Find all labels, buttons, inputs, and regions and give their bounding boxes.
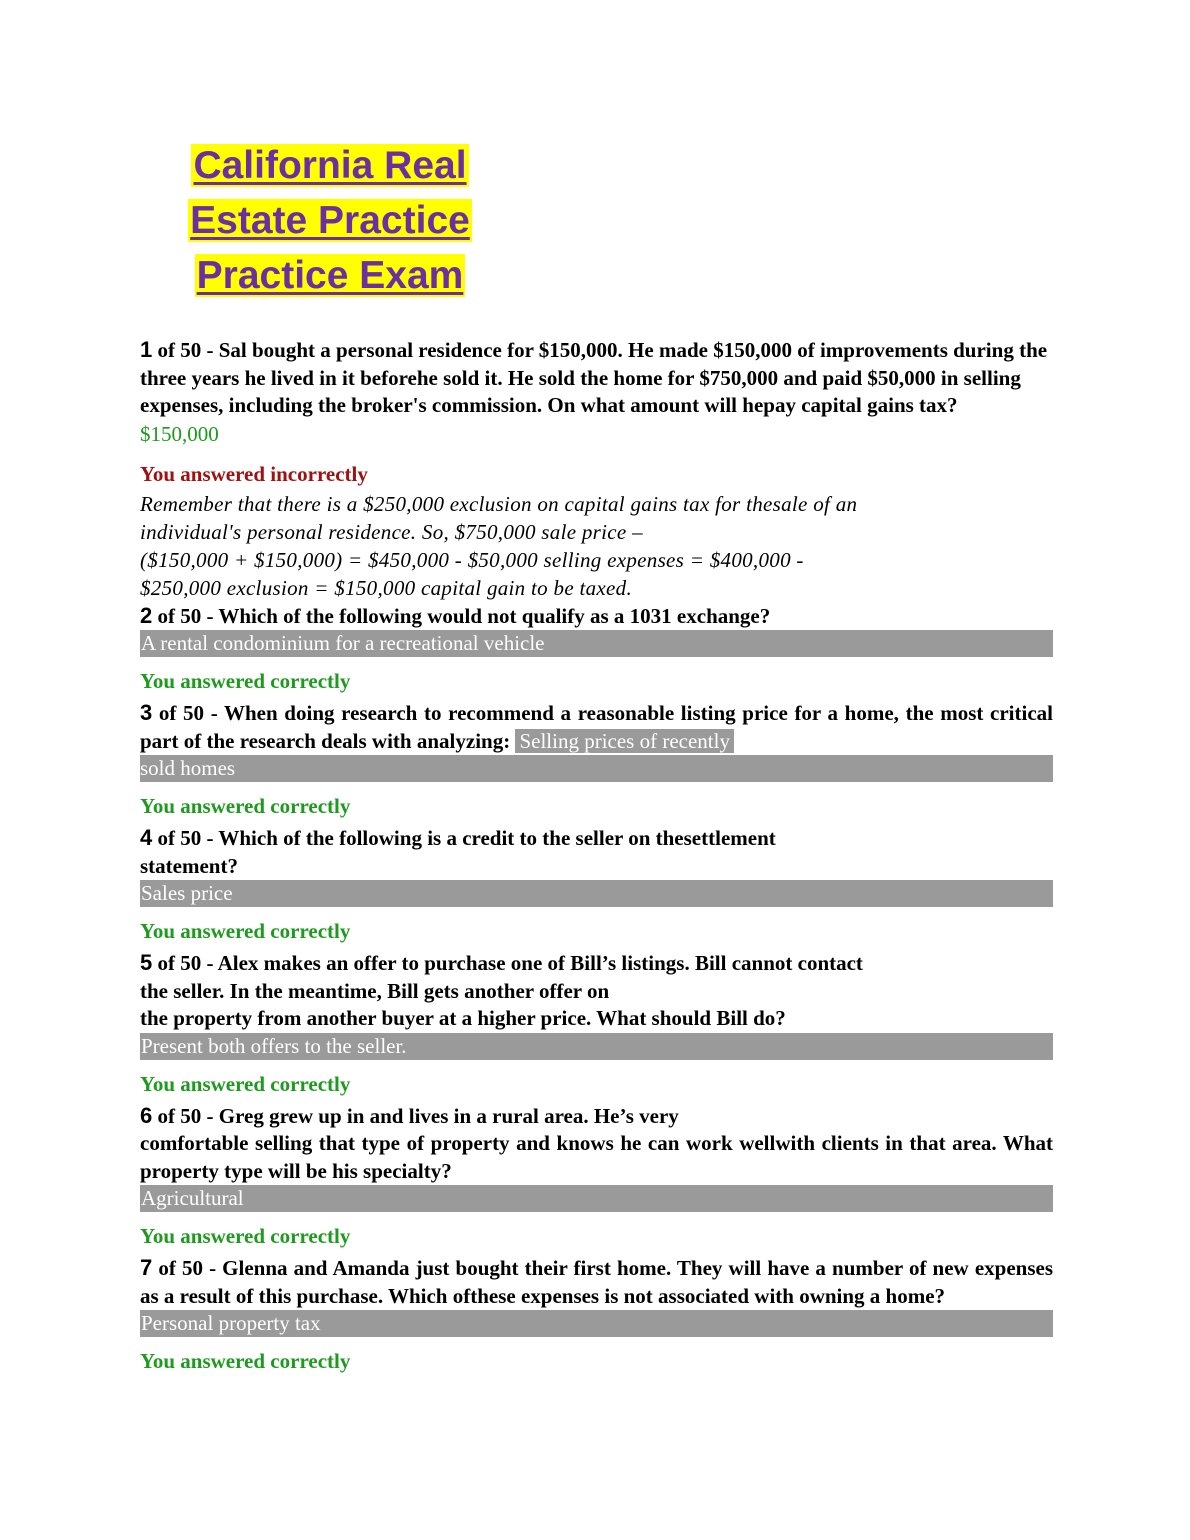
- question-number: 4: [140, 825, 153, 850]
- question-number: 7: [140, 1255, 153, 1280]
- question-1-explanation-line-3: ($150,000 + $150,000) = $450,000 - $50,000 selling expenses = $400,000 -: [140, 547, 804, 572]
- question-7: [140, 1254, 1053, 1375]
- question-5-answer: Present both offers to the seller.: [140, 1033, 1053, 1060]
- question-body-line-1: of 50 - Which of the following is a credit to the seller on thesettlement: [157, 826, 776, 850]
- question-1-explanation-line-2: individual's personal residence. So, $750,000 sale price –: [140, 519, 643, 544]
- question-5: [140, 949, 1053, 1098]
- question-4-result: You answered correctly: [140, 919, 351, 943]
- question-7-result: You answered correctly: [140, 1349, 351, 1373]
- question-6-text: [140, 1102, 1053, 1186]
- question-body-line-1: of 50 - Greg grew up in and lives in a rural area. He’s very: [157, 1103, 679, 1128]
- question-3-text: [140, 699, 1053, 755]
- question-5-text: [140, 949, 1053, 1033]
- question-3: [140, 699, 1053, 820]
- question-5-result: You answered correctly: [140, 1071, 351, 1096]
- question-1-explanation-line-1: Remember that there is a $250,000 exclusion on capital gains tax for thesale of an: [140, 491, 858, 516]
- question-4-answer: Sales price: [140, 880, 1053, 907]
- question-body-line-3: the property from another buyer at a higher price. What should Bill do?: [140, 1006, 786, 1030]
- question-6-answer: Agricultural: [140, 1185, 1053, 1212]
- title-line-3: Practice Exam: [196, 254, 464, 297]
- question-body: of 50 - Glenna and Amanda just bought their first home. They will have a number of new expenses as a result of this purchase. Which ofthese expenses is not associated with owning a home?: [140, 1256, 1053, 1308]
- question-1-text: [140, 336, 1053, 420]
- question-number: 5: [140, 950, 153, 975]
- question-4-text: [140, 824, 1053, 880]
- question-6: [140, 1102, 1053, 1251]
- question-7-text: [140, 1254, 1053, 1310]
- question-7-answer: Personal property tax: [140, 1310, 1053, 1337]
- title-line-1: California Real: [193, 144, 467, 187]
- question-body: of 50 - Sal bought a personal residence for $150,000. He made $150,000 of improvements during the three years he lived in it beforehe sold it. He sold the home for $750,000 and paid $50,000 in selling expenses, including the broker's commission. On what amount will hepay capital gains tax?: [140, 338, 1048, 417]
- question-3-result: You answered correctly: [140, 794, 351, 818]
- question-number: 1: [140, 337, 153, 362]
- question-body-line-1: of 50 - Alex makes an offer to purchase one of Bill’s listings. Bill cannot contact: [157, 951, 863, 975]
- question-body: of 50 - Which of the following would not qualify as a 1031 exchange?: [157, 603, 771, 628]
- question-number: 2: [140, 602, 153, 628]
- question-1-explanation-line-4: $250,000 exclusion = $150,000 capital gain to be taxed.: [140, 575, 633, 600]
- exam-content: [140, 336, 1053, 1379]
- question-body-line-2: comfortable selling that type of property and knows he can work wellwith clients in that area. What property type will be his specialty?: [140, 1131, 1053, 1183]
- question-2-result: You answered correctly: [140, 669, 351, 693]
- question-2-text: [140, 602, 1053, 631]
- title-line-2: Estate Practice: [190, 199, 470, 242]
- question-4: [140, 824, 1053, 945]
- question-number: 6: [140, 1102, 153, 1128]
- question-body-line-2: the seller. In the meantime, Bill gets another offer on: [140, 978, 610, 1003]
- question-3-answer-part-2: sold homes: [140, 755, 1053, 782]
- question-number: 3: [140, 700, 153, 725]
- question-2: [140, 602, 1053, 696]
- question-3-answer-part-1: Selling prices of recently: [515, 729, 734, 753]
- question-body-line-2: statement?: [140, 853, 238, 878]
- question-body: of 50 - When doing research to recommend a reasonable listing price for a home, the most critical part of the research deals with analyzing:: [140, 701, 1053, 753]
- question-1: [140, 336, 1053, 602]
- question-1-result: You answered incorrectly: [140, 461, 368, 486]
- question-6-result: You answered correctly: [140, 1224, 351, 1248]
- question-2-answer: A rental condominium for a recreational vehicle: [140, 630, 1053, 657]
- page-title: [150, 138, 510, 303]
- question-1-answer: $150,000: [140, 421, 219, 446]
